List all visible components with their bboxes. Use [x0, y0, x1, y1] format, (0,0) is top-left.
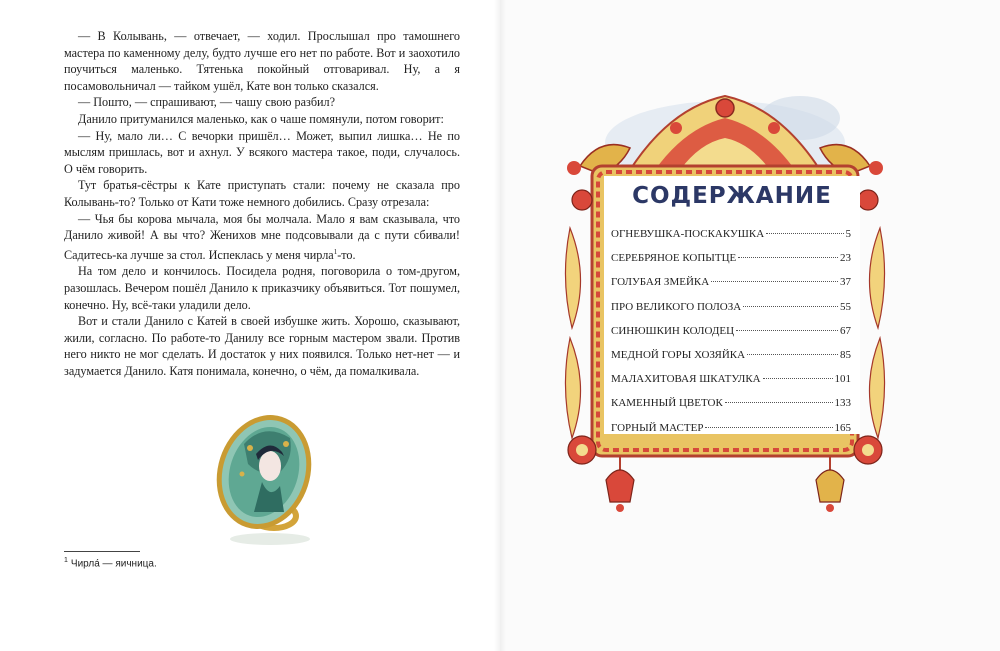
paragraph: — Ну, мало ли… С вечорки пришёл… Может, выпил лишка… Не по мыслям пришлась, вот и ахнул. У всякого мастера такое, поди, случалось. О чём говорить. — [64, 128, 460, 176]
toc-leader — [705, 427, 832, 428]
footnote-reference[interactable]: 1 — [333, 247, 338, 256]
toc-entry-title: КАМЕННЫЙ ЦВЕТОК — [611, 397, 723, 410]
toc-entry-title: ГОЛУБАЯ ЗМЕЙКА — [611, 276, 710, 289]
toc-entry[interactable] — [611, 252, 851, 276]
toc-entry-title: ПРО ВЕЛИКОГО ПОЛОЗА — [611, 300, 742, 313]
toc-leader — [725, 402, 833, 403]
toc-leader — [766, 233, 843, 234]
toc-entry[interactable] — [611, 349, 851, 373]
book-gutter — [494, 0, 506, 651]
footnote — [64, 557, 157, 569]
footnote-text: Чирла́ — яичница. — [70, 558, 157, 570]
toc-entry-title: ОГНЕВУШКА-ПОСКАКУШКА — [611, 228, 765, 240]
toc-leader — [711, 281, 838, 282]
paragraph: Данило притуманился маленько, как о чаше помянули, потом говорит: — [78, 111, 444, 126]
paragraph: Вот и стали Данило с Катей в своей избушке жить. Хорошо, сказывают, жили, согласно. По работе-то Данилу все горным мастером звали. Против него никто не мог сделать. И достаток у них появился. Только нет-нет — и задумается Данило. Катя понимала, конечно, о чём, да помалкивала. — [64, 314, 460, 378]
paragraph-text: — Чья бы корова мычала, моя бы молчала. Мало я вам сказывала, что Данило живой! А вы что? Женихов мне подсовывали да с пути сбивали! Садитесь-ка лучше за стол. Испеклась у меня чирла — [64, 211, 460, 262]
toc-entry-page: 55 — [840, 300, 851, 313]
contents-title: СОДЕРЖАНИЕ — [632, 183, 832, 209]
contents-list — [611, 228, 851, 446]
paragraph-text: -то. — [337, 247, 356, 262]
toc-entry-title: СЕРЕБРЯНОЕ КОПЫТЦЕ — [611, 252, 737, 265]
paragraph: Тут братья-сёстры к Кате приступать стали: почему не сказала про Колывань-то? Только от Кати тоже немного добились. Сразу отрезала: — [64, 178, 460, 209]
toc-entry-page: 133 — [834, 397, 851, 410]
toc-entry-title: МАЛАХИТОВАЯ ШКАТУЛКА — [611, 373, 761, 386]
toc-entry-title: ГОРНЫЙ МАСТЕР — [611, 421, 704, 434]
toc-entry[interactable] — [611, 228, 851, 252]
toc-entry[interactable] — [611, 422, 851, 446]
paragraph: — Пошто, — спрашивают, — чашу свою разбил? — [78, 95, 336, 110]
paragraph-with-footnote — [64, 211, 460, 264]
toc-entry-page: 85 — [840, 348, 851, 361]
toc-entry-page: 5 — [845, 228, 851, 240]
toc-entry[interactable] — [611, 397, 851, 421]
toc-entry[interactable] — [611, 325, 851, 349]
toc-entry-page: 101 — [834, 373, 851, 386]
footnote-mark: 1 — [64, 557, 68, 564]
toc-entry-page: 37 — [840, 276, 851, 289]
toc-leader — [743, 306, 838, 307]
toc-entry-page: 165 — [834, 421, 851, 434]
toc-leader — [763, 378, 833, 379]
malachite-locket-icon — [214, 404, 324, 559]
toc-entry[interactable] — [611, 301, 851, 325]
toc-leader — [747, 354, 838, 355]
toc-entry-title: МЕДНОЙ ГОРЫ ХОЗЯЙКА — [611, 348, 746, 361]
toc-leader — [736, 330, 838, 331]
toc-entry-page: 23 — [840, 252, 851, 265]
toc-leader — [738, 257, 838, 258]
footnote-rule — [64, 551, 140, 552]
toc-entry-title: СИНЮШКИН КОЛОДЕЦ — [611, 324, 735, 337]
toc-entry[interactable] — [611, 276, 851, 300]
paragraph: — В Колывань, — отвечает, — ходил. Прослышал про тамошнего мастера по каменному делу, будто лучше его нет по работе. Вот и заохотило поучиться маленько. Тятенька покойный отговаривал. Ну, а я посамовольничал — тайком ушёл, Кате вон только сказался. — [64, 29, 460, 93]
toc-entry-page: 67 — [840, 324, 851, 337]
toc-entry[interactable] — [611, 373, 851, 397]
paragraph: На том дело и кончилось. Посидела родня, поговорила о том-другом, разошлась. Вечером пошёл Данило к приказчику объявиться. Тот пошумел, конечно. Ну, всё-таки уладили дело. — [64, 264, 460, 312]
story-text — [64, 28, 460, 380]
